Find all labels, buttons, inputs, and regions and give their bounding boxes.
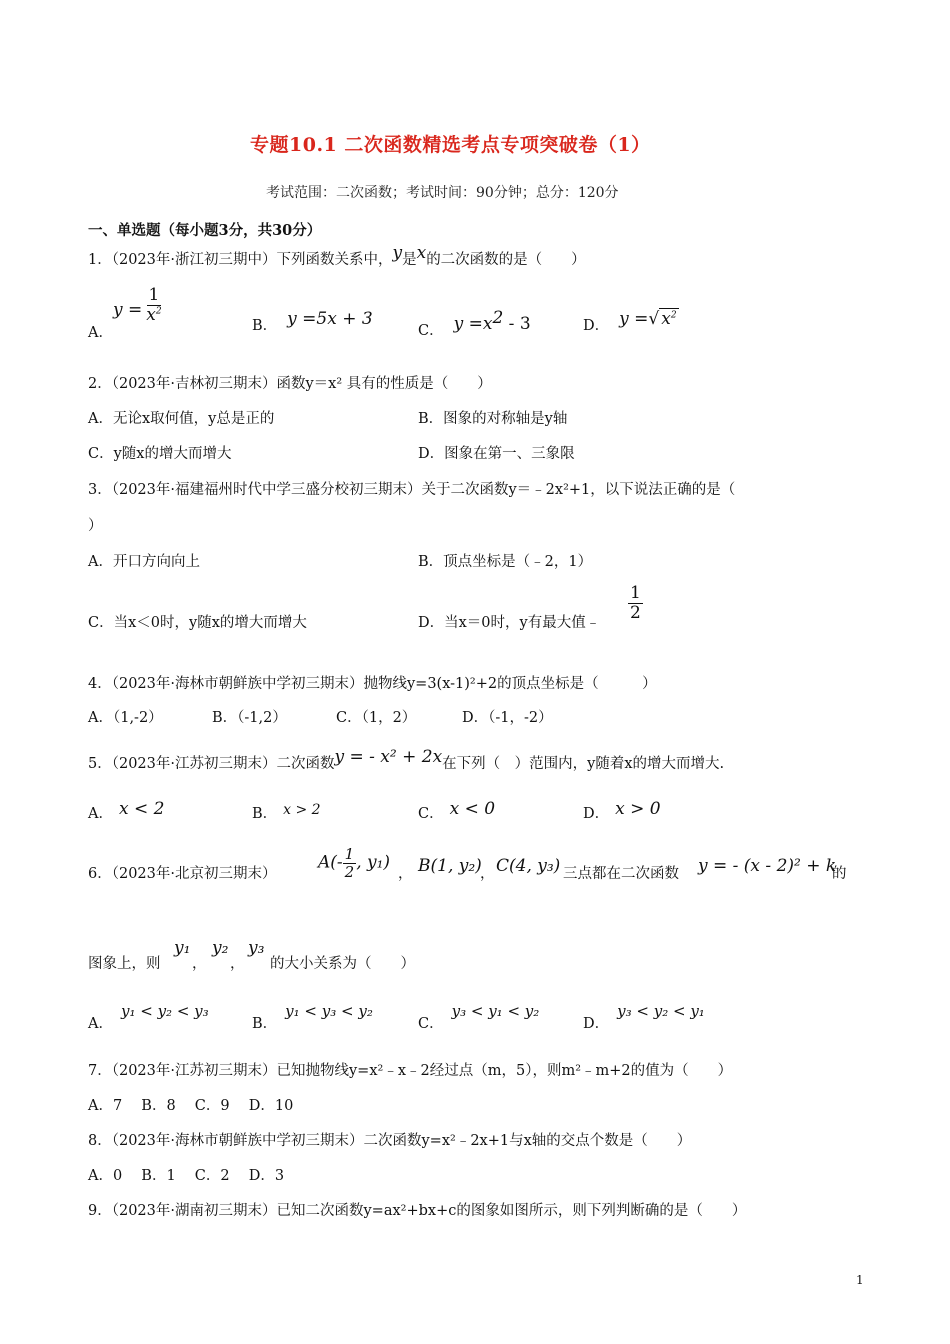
q5-c-label: C． (418, 806, 444, 822)
q1-y: y (392, 243, 403, 263)
q6-sep-3: ， (192, 956, 207, 972)
q5-expr: y = - x² + 2x (334, 747, 443, 767)
q6-b-label: B． (252, 1016, 278, 1032)
question-4: 4．（2023年·海林市朝鲜族中学初三期末）抛物线y=3(x-1)²+2的顶点坐标是（ ） (88, 676, 657, 692)
q6-function: y = - (x - 2)² + k (698, 856, 837, 876)
q1-stem-b: 的二次函数的是（ ） (426, 252, 586, 268)
section-heading: 一、单选题（每小题3分，共30分） (88, 222, 322, 239)
page-title: 专题10.1 二次函数精选考点专项突破卷（1） (250, 134, 651, 156)
q3-d-fraction (628, 584, 643, 622)
question-6 (88, 862, 277, 883)
q6-point-a (318, 846, 390, 880)
q1-option-d (583, 308, 679, 334)
question-9: 9．（2023年·湖南初三期末）已知二次函数y=ax²+bx+c的图象如图所示，则下列判断确的是（ ） (88, 1203, 747, 1219)
q2-option-b: B．图象的对称轴是y轴 (418, 411, 568, 427)
q6-line2-b: 的大小关系为（ ） (270, 956, 415, 972)
q6-option-c (418, 1000, 540, 1032)
q1-x: x (416, 243, 427, 263)
q5-stem-a: 5．（2023年·江苏初三期末）二次函数 (88, 756, 335, 772)
q6-point-c: C(4, y₃) (496, 856, 561, 876)
q6-pa-num: 1 (344, 845, 355, 863)
q1-b-label: B． (252, 318, 278, 334)
question-8: 8．（2023年·海林市朝鲜族中学初三期末）二次函数y=x²﹣2x+1与x轴的交点个数是（ ） (88, 1133, 692, 1149)
q1-option-c (418, 308, 531, 339)
q6-sep-4: ， (230, 956, 245, 972)
q1-d-lhs: y = (619, 309, 649, 329)
question-2: 2．（2023年·吉林初三期末）函数y＝x² 具有的性质是（ ） (88, 376, 492, 392)
exam-info: 考试范围：二次函数；考试时间：90分钟；总分：120分 (266, 185, 619, 201)
q1-d-exp: 2 (670, 310, 677, 321)
question-1 (88, 243, 586, 269)
q6-line2-a: 图象上，则 (88, 956, 161, 972)
q6-option-b (252, 1000, 373, 1032)
q6-pa-fraction (343, 846, 357, 880)
q6-b-expr: y₁ < y₃ < y₂ (285, 1002, 373, 1020)
q1-is: 是 (402, 252, 417, 268)
q1-a-den: x (146, 304, 156, 325)
question-7: 7．（2023年·江苏初三期末）已知抛物线y=x²﹣x﹣2经过点（m，5），则m²﹣m+2的值为（ ） (88, 1063, 733, 1079)
q6-point-b: B(1, y₂) (418, 856, 482, 876)
q1-b-expr: y =5x + 3 (287, 309, 373, 329)
q1-c-lhs: y =x (453, 313, 493, 334)
q6-d-expr: y₃ < y₂ < y₁ (617, 1002, 705, 1020)
q4-option-d: D．（-1，-2） (462, 710, 553, 726)
q5-option-d (583, 798, 661, 822)
q6-d-label: D． (583, 1016, 610, 1032)
q4-option-c: C．（1，2） (336, 710, 417, 726)
q1-a-fraction (146, 286, 161, 324)
q6-y3: y₃ (248, 938, 265, 958)
q2-option-c: C．y随x的增大而增大 (88, 446, 232, 462)
question-3: 3．（2023年·福建福州时代中学三盛分校初三期末）关于二次函数y＝﹣2x²+1，以下说法正确的是（ (88, 482, 736, 498)
q6-c-label: C． (418, 1016, 444, 1032)
q6-sep-1: ， (398, 866, 413, 882)
q2-option-a: A．无论x取何值，y总是正的 (88, 411, 275, 427)
q1-option-b (252, 308, 373, 334)
question-5 (88, 747, 725, 773)
q1-a-label: A． (88, 325, 113, 342)
q1-d-radicand (659, 308, 678, 329)
q4-option-b: B．（-1,2） (212, 710, 287, 726)
q1-c-exp: 2 (492, 308, 504, 328)
question-3-cont: ） (88, 518, 103, 534)
q1-option-a (88, 285, 162, 342)
q1-c-label: C． (418, 322, 444, 339)
q2-option-d: D．图象在第一、三象限 (418, 446, 575, 462)
q5-a-label: A． (88, 806, 113, 822)
q5-option-b (252, 798, 321, 822)
q6-pa-tail: , y₁) (356, 852, 391, 873)
q6-stem-b: 三点都在二次函数 (563, 866, 679, 882)
q6-y1: y₁ (174, 938, 191, 958)
q6-c-expr: y₃ < y₁ < y₂ (451, 1002, 540, 1020)
q1-a-den-exp: 2 (155, 306, 162, 317)
q5-option-a (88, 798, 165, 822)
q7-options: A．7 B．8 C．9 D．10 (88, 1098, 294, 1114)
q4-option-a: A．（1,-2） (88, 710, 163, 726)
sqrt-sign: √ (648, 309, 660, 329)
q3-option-a: A．开口方向向上 (88, 554, 200, 570)
q3-option-d (418, 611, 600, 632)
q1-stem-a: 1．（2023年·浙江初三期中）下列函数关系中， (88, 252, 393, 268)
q6-a-label: A． (88, 1016, 113, 1032)
q5-stem-b: 在下列（ ）范围内，y随着x的增大而增大. (442, 756, 725, 772)
q6-a-expr: y₁ < y₂ < y₃ (120, 1002, 209, 1020)
question-6-line2 (88, 952, 161, 973)
q6-sep-2: ， (480, 866, 495, 882)
q1-d-rad: x (661, 309, 671, 329)
q6-y2: y₂ (212, 938, 229, 958)
q6-pa-den: 2 (344, 862, 355, 881)
q1-d-label: D． (583, 318, 610, 334)
q5-c-expr: x < 0 (449, 799, 496, 819)
q5-d-expr: x > 0 (615, 799, 661, 819)
q3-d-text: D．当x＝0时，y有最大值﹣ (418, 615, 601, 631)
q5-b-expr: x > 2 (283, 802, 321, 818)
q5-a-expr: x < 2 (118, 799, 165, 819)
q5-option-c (418, 798, 496, 822)
q3-option-b: B．顶点坐标是（﹣2，1） (418, 554, 593, 570)
q5-d-label: D． (583, 806, 610, 822)
q6-option-a (88, 1000, 209, 1032)
q6-stem-c: 的 (832, 866, 847, 882)
q8-options: A．0 B．1 C．2 D．3 (88, 1168, 285, 1184)
q3-d-den: 2 (630, 602, 641, 623)
q6-pa-head: A(- (318, 852, 343, 873)
q3-option-c: C．当x＜0时，y随x的增大而增大 (88, 615, 307, 631)
q6-stem-a: 6．（2023年·北京初三期末） (88, 866, 277, 882)
page-number: 1 (856, 1273, 864, 1287)
q1-a-lhs: y = (112, 300, 143, 321)
q6-option-d (583, 1000, 705, 1032)
q1-c-rhs: - 3 (503, 313, 531, 334)
q3-d-num: 1 (630, 583, 641, 603)
q1-a-num: 1 (148, 285, 160, 305)
q5-b-label: B． (252, 806, 278, 822)
